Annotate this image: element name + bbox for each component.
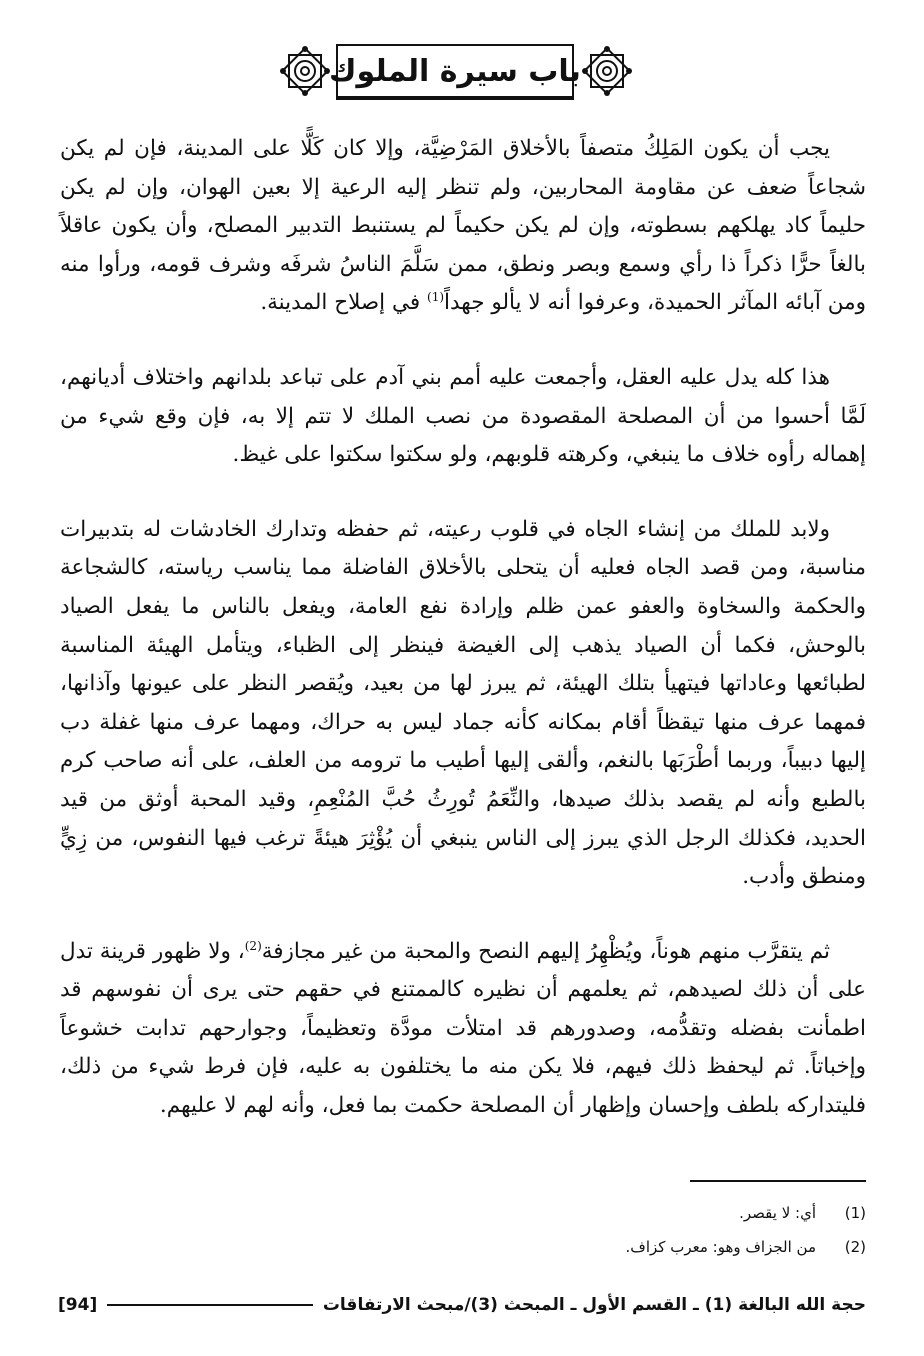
footnote-item <box>420 1230 866 1264</box>
footnotes <box>420 1196 866 1264</box>
paragraph <box>60 359 866 475</box>
footnote-text: أي: لا يقصر. <box>739 1204 816 1222</box>
octagram-rosette-icon <box>278 44 332 98</box>
chapter-title-frame <box>329 44 581 100</box>
octagram-rosette-icon <box>580 44 634 98</box>
page-number: [94] <box>58 1295 98 1315</box>
paragraph-text: في إصلاح المدينة. <box>260 290 428 316</box>
paragraph <box>60 933 866 1126</box>
footnote-ref[interactable]: (2) <box>244 938 262 953</box>
chapter-header <box>0 32 924 112</box>
footnote-number: (2) <box>844 1238 866 1256</box>
paragraph-text: يجب أن يكون المَلِكُ متصفاً بالأخلاق المَرْضِيَّة، وإلا كان كَلًّا على المدينة، فإن لم يكن شجاعاً ضعف عن مقاومة المحاربين، ولم تنظر إليه الرعية إلا بعين الهوان، وإن لم يكن حليماً كاد يهلكهم بسطوته، وإن لم يكن حكيماً لم يستنبط التدبير المصلح، وأن يكون عاقلاً بالغاً حرًّا ذكراً ذا رأي وسمع وبصر ونطق، ممن سَلَّمَ الناسُ شرفَه وشرف قومه، ورأوا منه ومن آبائه المآثر الحميدة، وعرفوا أنه لا يألو جهداً <box>60 136 866 316</box>
paragraph-text: هذا كله يدل عليه العقل، وأجمعت عليه أمم بني آدم على تباعد بلدانهم واختلاف أديانهم، لَمَّا أحسوا من أن المصلحة المقصودة من نصب الملك لا تتم إلا به، فإن وقع شيء من إهماله رأوه خلاف ما ينبغي، وكرهته قلوبهم، ولو سكتوا سكتوا على غيظ. <box>60 364 866 468</box>
chapter-title: باب سيرة الملوك <box>329 53 581 89</box>
footnote-divider <box>690 1180 866 1182</box>
running-footer <box>58 1290 866 1320</box>
main-text <box>60 130 866 1126</box>
running-title: حجة الله البالغة (1) ـ القسم الأول ـ المبحث (3)/مبحث الارتفاقات <box>322 1295 866 1315</box>
footnote-item <box>420 1196 866 1230</box>
paragraph <box>60 130 866 323</box>
paragraph-text: ، ولا ظهور قرينة تدل على أن ذلك لصيدهم، ثم يعلمهم أن نظيره كالممتنع في حقهم حتى يرى أن نفوسهم قد اطمأنت بفضله وتقدُّمه، وصدورهم قد امتلأت مودَّة وتعظيماً، وجوارحهم تدابت خشوعاً وإخباتاً. ثم ليحفظ ذلك فيهم، فلا يكن منه ما يختلفون به عليه، فإن فرط شيء من ذلك، فليتداركه بلطف وإحسان وإظهار أن المصلحة حكمت بما فعل، وأنه لهم لا عليهم. <box>60 938 866 1119</box>
footnote-number: (1) <box>844 1204 866 1222</box>
footnote-text: من الجزاف وهو: معرب كزاف. <box>625 1238 816 1256</box>
paragraph <box>60 511 866 897</box>
footnote-ref[interactable]: (1) <box>427 290 445 305</box>
paragraph-text: ثم يتقرَّب منهم هوناً، ويُظْهِرُ إليهم النصح والمحبة من غير مجازفة <box>261 938 831 964</box>
paragraph-text: ولابد للملك من إنشاء الجاه في قلوب رعيته، ثم حفظه وتدارك الخادشات له بتدبيرات مناسبة، ومن قصد الجاه فعليه أن يتحلى بالأخلاق الفاضلة مما يناسب رياسته، كالشجاعة والحكمة والسخاوة والعفو عمن ظلم وإرادة نفع العامة، ويفعل بالناس ما يفعل الصياد بالوحش، فكما أن الصياد يذهب إلى الغيضة فينظر إلى الظباء، ويتأمل الهيئة المناسبة لطبائعها وعاداتها فيتهيأ بتلك الهيئة، ثم يبرز لها من بعيد، ويُقصر النظر على عيونها وآذانها، فمهما عرف منها تيقظاً أقام بمكانه كأنه جماد ليس به حراك، ومهما عرف منها غفلة دب إليها دبيباً، وربما أطْرَبَها بالنغم، وألقى إليها أطيب ما ترومه من العلف، على أنه صاحب كرم بالطبع وأنه لم يقصد بذلك صيدها، والنِّعَمُ تُورِثُ حُبَّ المُنْعِمِ، وقيد المحبة أوثق من قيد الحديد، فكذلك الرجل الذي يبرز إلى الناس ينبغي أن يُؤْثِرَ هيئةً ترغب فيها النفوس، من زِيٍّ ومنطق وأدب. <box>60 516 866 890</box>
footer-rule <box>107 1304 313 1306</box>
